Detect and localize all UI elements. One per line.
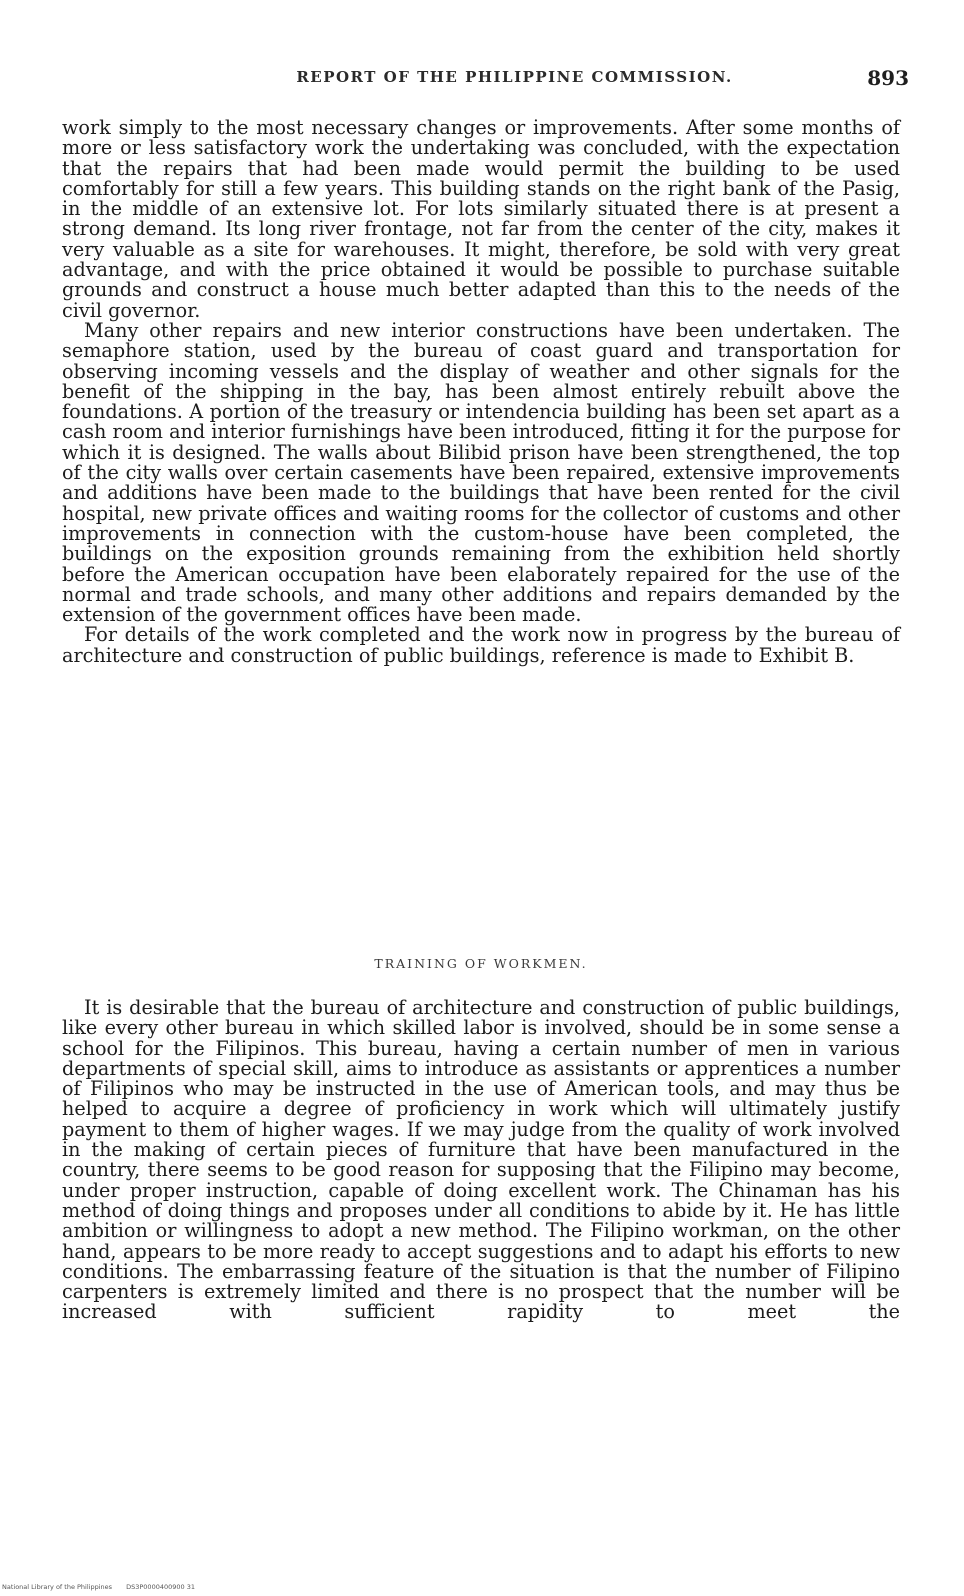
footer-code: DS3P0000400900 31 xyxy=(126,1583,195,1591)
paragraph: Many other repairs and new interior constructions have been undertaken. The semaphore station, used by the bureau of coast guard and transportation for observing incoming vessels and the display of weather and other signals for the benefit of the shipping in the bay, has been almost entirely rebuilt above the foundations. A portion of the treasury or intendencia building has been set apart as a cash room and interior furnishings have been introduced, fitting it for the purpose for which it is designed. The walls about Bilibid prison have been strengthened, the top of the city walls over certain casements have been repaired, extensive improvements and additions have been made to the buildings that have been rented for the civil hospital, new private offices and waiting rooms for the collector of customs and other improvements in connection with the custom-house have been completed, the buildings on the exposition grounds remaining from the exhibition held shortly before the American occupation have been elaborately repaired for the use of the normal and trade schools, and many other additions and repairs demanded by the extension of the government offices have been made. xyxy=(62,318,900,627)
body-text-lower xyxy=(62,998,900,1323)
running-head xyxy=(60,68,909,94)
section-heading: TRAINING OF WORKMEN. xyxy=(374,956,588,971)
footer-library: National Library of the Philippines xyxy=(2,1583,113,1591)
paragraph: work simply to the most necessary changes or improvements. After some months of more or less satisfactory work the undertaking was concluded, with the expectation that the repairs that had been made would permit the building to be used comfortably for still a few years. This building stands on the right bank of the Pasig, in the middle of an extensive lot. For lots similarly situated there is at present a strong demand. Its long river frontage, not far from the center of the city, makes it very valuable as a site for warehouses. It might, therefore, be sold with very great advantage, and with the price obtained it would be possible to purchase suitable grounds and construct a house much better adapted than this to the needs of the civil governor. xyxy=(62,116,900,322)
scan-footer xyxy=(2,1583,207,1591)
paragraph: For details of the work completed and the work now in progress by the bureau of architecture and construction of public buildings, reference is made to Exhibit B. xyxy=(62,623,900,667)
body-text-upper xyxy=(62,118,900,666)
page-number: 893 xyxy=(867,66,909,90)
running-title: REPORT OF THE PHILIPPINE COMMISSION. xyxy=(296,68,733,86)
paragraph: It is desirable that the bureau of architecture and construction of public buildings, like every other bureau in which skilled labor is involved, should be in some sense a school for the Filipinos. This bureau, having a certain number of men in various departments of special skill, aims to introduce as assistants or apprentices a number of Filipinos who may be instructed in the use of American tools, and may thus be helped to acquire a degree of proficiency in work which will ultimately justify payment to them of higher wages. If we may judge from the quality of work involved in the making of certain pieces of furniture that have been manufactured in the country, there seems to be good reason for supposing that the Filipino may become, under proper instruction, capable of doing excellent work. The Chinaman has his method of doing things and proposes under all conditions to abide by it. He has little ambition or willingness to adopt a new method. The Filipino workman, on the other hand, appears to be more ready to accept suggestions and to adapt his efforts to new conditions. The embarrassing feature of the situation is that the number of Filipino carpenters is extremely limited and there is no prospect that the number will be increased with sufficient rapidity to meet the xyxy=(62,996,900,1324)
